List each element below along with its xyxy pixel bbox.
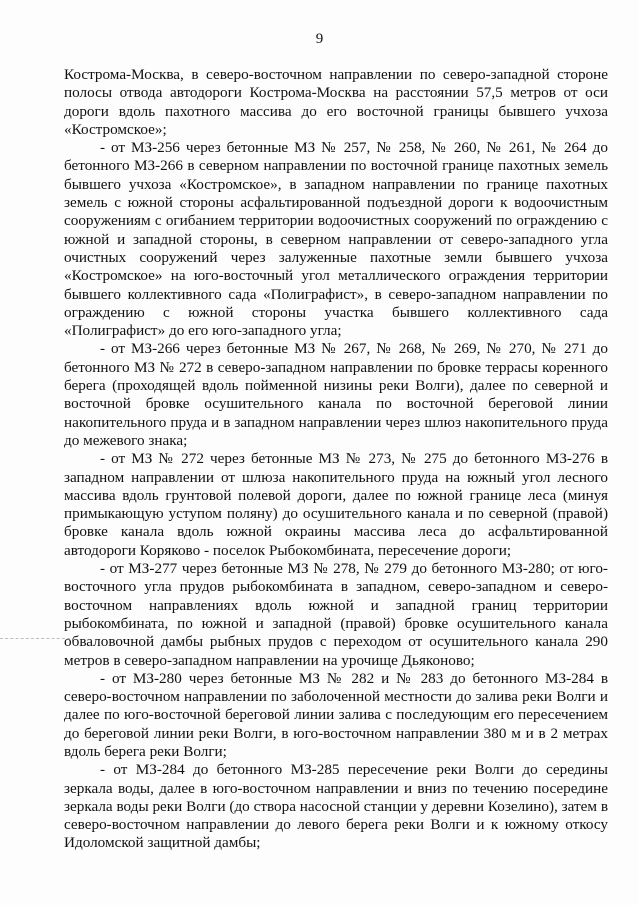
page-number: 9	[315, 31, 324, 47]
paragraph-4: - от МЗ № 272 через бетонные МЗ № 273, № 275 до бетонного МЗ-276 в западном направлении от шлюза накопительного пруда на южный угол лесного массива вдоль грунтовой полевой дороги, далее по южной границе леса (минуя примыкающую уступом поляну) до осушительного канала и по северной (правой) бровке канала вдоль южной окраины массива леса до асфальтированной автодороги Коряково - поселок Рыбокомбината, пересечение дороги;	[64, 450, 608, 559]
paragraph-3: - от МЗ-266 через бетонные МЗ № 267, № 268, № 269, № 270, № 271 до бетонного МЗ № 272 в северо-западном направлении по бровке террасы коренного берега (проходящей вдоль пойменной низины реки Волги), далее по северной и восточной бровке осушительного канала по восточной береговой линии накопительного пруда и в западном направлении через шлюз накопительного пруда до межевого знака;	[64, 340, 608, 449]
paragraph-7: - от МЗ-284 до бетонного МЗ-285 пересечение реки Волги до середины зеркала воды, далее в юго-восточном направлении и вниз по течению посередине зеркала воды реки Волги (до створа насосной станции у деревни Козелино), затем в северо-восточном направлении до левого берега реки Волги и к южному откосу Идоломской защитной дамбы;	[64, 761, 608, 852]
paragraph-2: - от МЗ-256 через бетонные МЗ № 257, № 258, № 260, № 261, № 264 до бетонного МЗ-266 в северном направлении по восточной границе пахотных земель бывшего учхоза «Костромское», в западном направлении по границе пахотных земель с южной стороны асфальтированной подъездной дороги к водоочистным сооружениям с огибанием территории водоочистных сооружений по ограждению с южной и западной стороны, в северном направлении от северо-западного угла очистных сооружений через залуженные пахотные земли бывшего учхоза «Костромское» на юго-восточный угол металлического ограждения территории бывшего коллективного сада «Полиграфист», в северо-западном направлении по ограждению с южной стороны участка бывшего коллективного сада «Полиграфист» до его юго-западного угла;	[64, 139, 608, 340]
paragraph-6: - от МЗ-280 через бетонные МЗ № 282 и № 283 до бетонного МЗ-284 в северо-восточном направлении по заболоченной местности до залива реки Волги и далее по юго-восточной береговой линии залива с последующим его пересечением до береговой линии реки Волги, в юго-восточном направлении 380 м и в 2 метрах вдоль берега реки Волги;	[64, 669, 608, 760]
paragraph-1: Кострома-Москва, в северо-восточном направлении по северо-западной стороне полосы отвода автодороги Кострома-Москва на расстоянии 57,5 метров от оси дороги вдоль пахотного массива до его восточной границы бывшего учхоза «Костромское»;	[64, 66, 608, 138]
document-body	[64, 66, 608, 853]
paragraph-5: - от МЗ-277 через бетонные МЗ № 278, № 279 до бетонного МЗ-280; от юго-восточного угла прудов рыбокомбината в западном, северо-западном и северо-восточном направлениях вдоль южной и западной границ территории рыбокомбината, по южной и западной (правой) бровке осушительного канала обваловочной дамбы рыбных прудов с переходом от осушительного канала 290 метров в северо-западном направлении на урочище Дьяконово;	[64, 560, 608, 669]
scan-artifact-line	[0, 638, 70, 639]
